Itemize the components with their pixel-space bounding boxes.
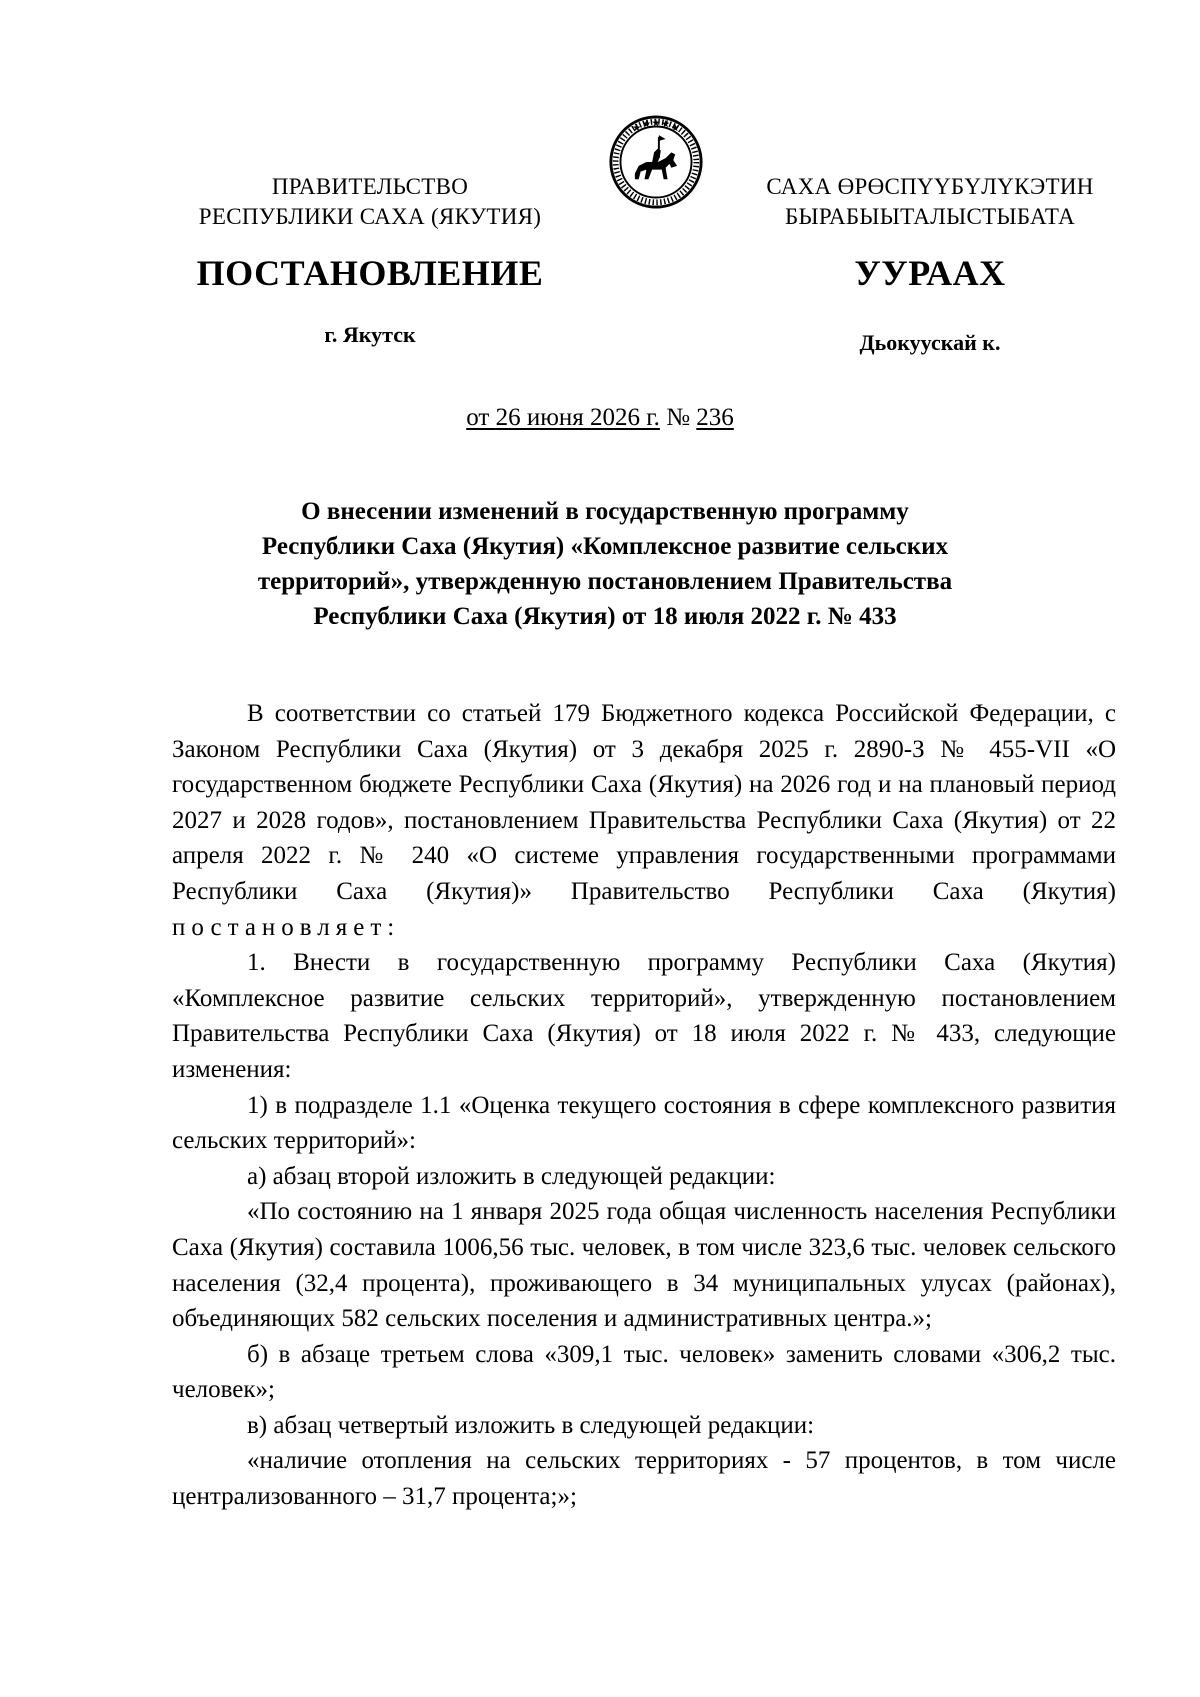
- number-sign: №: [659, 404, 697, 431]
- title-line2: Республики Саха (Якутия) «Комплексное развитие сельских: [261, 533, 949, 560]
- paragraph-subitem-v: в) абзац четвертый изложить в следующей редакции:: [247, 1411, 815, 1439]
- document-date-line: [0, 404, 1200, 432]
- paragraph-subitem-a: а) абзац второй изложить в следующей редакции:: [247, 1162, 776, 1190]
- paragraph-quote-population: «По состоянию на 1 января 2025 года общая численность населения Республики Саха (Якутия) составила 1006,56 тыс. человек, в том числе 323,6 тыс. человек сельского населения (32,4 процента), проживающего в 34 муниципальных улусах (районах), объединяющих 582 сельских поселения и административных центра.»;: [172, 1198, 1116, 1333]
- document-body: [172, 696, 1116, 1515]
- document-type-ru: ПОСТАНОВЛЕНИЕ: [196, 253, 544, 293]
- preamble-text: В соответствии со статьей 179 Бюджетного кодекса Российской Федерации, с Законом Республики Саха (Якутия) от 3 декабря 2025 г. 2890-З № 455-VII «О государственном бюджете Республики Саха (Якутия) на 2026 год и на плановый период 2027 и 2028 годов», постановлением Правительства Республики Саха (Якутия) от 22 апреля 2022 г. № 240 «О системе управления государственными программами Республики Саха (Якутия)» Правительство Республики Саха (Якутия): [172, 700, 1116, 905]
- left-organization-name: [160, 172, 580, 232]
- paragraph-preamble: [172, 696, 1116, 945]
- document-date: 26 июня 2026 г.: [495, 404, 660, 431]
- paragraph-item-1: 1. Внести в государственную программу Республики Саха (Якутия) «Комплексное развитие сельских территорий», утвержденную постановлением Правительства Республики Саха (Якутия) от 18 июля 2022 г. № 433, следующие изменения:: [172, 949, 1116, 1083]
- title-line3: территорий», утвержденную постановлением Правительства: [257, 568, 953, 595]
- paragraph-quote-heating: «наличие отопления на сельских территориях - 57 процентов, в том числе централизованного – 31,7 процента;»;: [172, 1447, 1116, 1511]
- city-sah: Дьокуускай к.: [859, 330, 1001, 355]
- right-organization-name: [730, 172, 1130, 232]
- city-ru: г. Якутск: [324, 322, 416, 347]
- title-line1: О внесении изменений в государственную программу: [301, 498, 909, 525]
- date-prefix: от: [466, 404, 496, 431]
- resolves-word: постановляет:: [172, 913, 401, 941]
- right-org-line2: БЫРАБЫЫТАЛЫСТЫБАТА: [784, 204, 1076, 229]
- right-org-line1: САХА ӨРӨСПҮҮБҮЛҮКЭТИН: [766, 174, 1094, 199]
- left-org-line1: ПРАВИТЕЛЬСТВО: [271, 174, 469, 199]
- paragraph-subitem-b: б) в абзаце третьем слова «309,1 тыс. человек» заменить словами «306,2 тыс. человек»;: [172, 1340, 1116, 1404]
- document-title: [170, 494, 1040, 634]
- republic-sakha-emblem-icon: [608, 114, 704, 210]
- document-number: 236: [696, 404, 734, 431]
- title-line4: Республики Саха (Якутия) от 18 июля 2022 г. № 433: [313, 603, 897, 630]
- paragraph-subitem-1: 1) в подразделе 1.1 «Оценка текущего состояния в сфере комплексного развития сельских территорий»:: [172, 1091, 1116, 1155]
- left-org-line2: РЕСПУБЛИКИ САХА (ЯКУТИЯ): [198, 204, 542, 229]
- document-type-sah: УУРААХ: [854, 253, 1006, 293]
